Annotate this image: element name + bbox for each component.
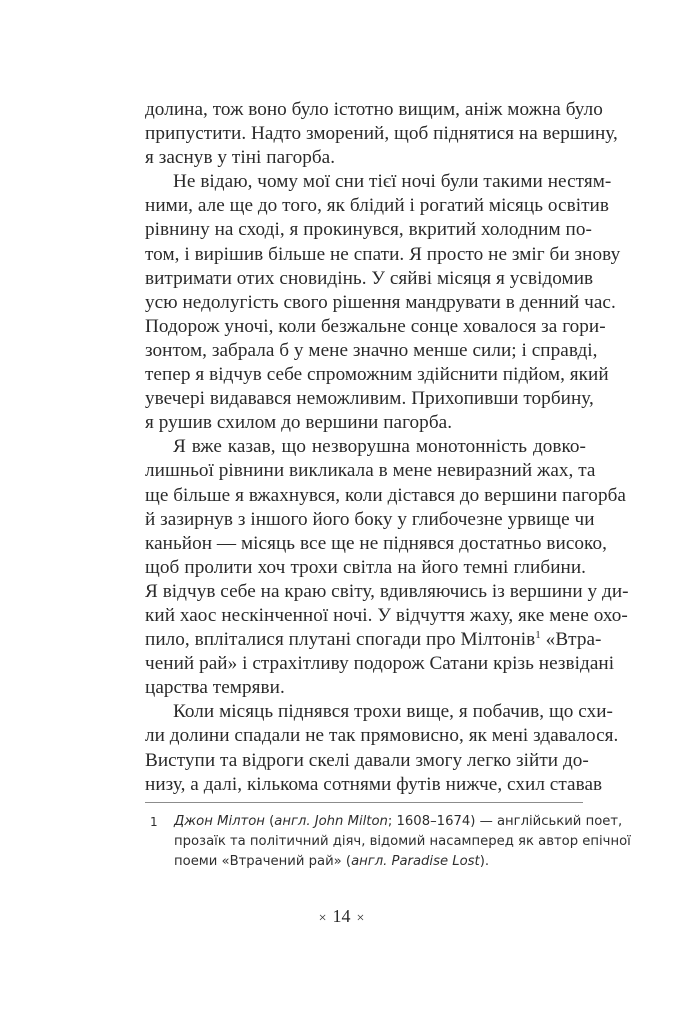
text-line: тепер я відчув себе спроможним здійснити підйом, який xyxy=(145,364,609,386)
footnote-reference[interactable]: 1 xyxy=(535,629,541,642)
text-line: рівнину на сході, я прокинувся, вкритий холодним по- xyxy=(145,219,592,241)
page-number: 14 xyxy=(332,906,351,926)
text-line: ще більше я вжахнувся, коли дістався до вершини пагорба xyxy=(145,484,626,506)
text-line: чений рай» і страхітливу подорож Сатани крізь незвідані xyxy=(145,653,615,675)
text-line: царства темряви. xyxy=(145,677,285,699)
text-line: й зазирнув з іншого його боку у глибочезне урвище чи xyxy=(145,508,595,530)
text-line: увечері видавався неможливим. Прихопивши торбину, xyxy=(145,388,594,410)
footnote-line xyxy=(174,852,583,872)
text-line: зонтом, забрала б у мене значно менше сили; і справді, xyxy=(145,339,598,361)
footnote-divider xyxy=(145,802,583,803)
footnote-number: 1 xyxy=(150,815,158,829)
text-line: щоб пролити хоч трохи світла на його темні глибини. xyxy=(145,556,586,578)
footnote-name: Джон Мілтон xyxy=(174,814,265,829)
footnote-title: англ. Paradise Lost xyxy=(351,854,480,869)
footnote-lang: англ. John Milton xyxy=(274,814,388,829)
footnote xyxy=(145,812,631,872)
text-line: низу, а далі, кількома сотнями футів нижче, схил ставав xyxy=(145,773,603,795)
text-line: кий хаос нескінченної ночі. У відчуття жаху, яке мене охо- xyxy=(145,604,628,626)
text-line: я заснув у тіні пагорба. xyxy=(145,147,336,169)
text-line: лишньої рівнини викликала в мене невиразний жах, та xyxy=(145,460,596,482)
text-line: Коли місяць піднявся трохи вище, я побачив, що схи- xyxy=(173,701,613,723)
text-fragment: ; 1608–1674) — англійський поет, xyxy=(387,814,623,829)
text-line: ними, але ще до того, як блідий і рогатий місяць освітив xyxy=(145,195,609,217)
text-line: Подорож уночі, коли безжальне сонце ховалося за гори- xyxy=(145,315,606,337)
text-line: Не відаю, чому мої сни тієї ночі були такими нестям- xyxy=(173,171,612,193)
text-line: Виступи та відроги скелі давали змогу легко зійти до- xyxy=(145,749,589,771)
footnote-line: прозаїк та політичний діяч, відомий насамперед як автор епічної xyxy=(174,834,631,849)
text-line: ли долини спадали не так прямовисно, як мені здавалося. xyxy=(145,725,619,747)
text-line: Я відчув себе на краю світу, вдивляючись із вершини у ди- xyxy=(145,580,629,602)
ornament-icon: × xyxy=(318,911,327,926)
text-line-with-footnote xyxy=(145,628,602,652)
text-fragment: ( xyxy=(264,814,275,829)
text-line: каньйон — місяць все ще не піднявся достатньо високо, xyxy=(145,532,607,554)
page-number-footer xyxy=(0,906,683,927)
text-fragment: «Втра- xyxy=(545,629,602,651)
text-line: витримати отих сновидінь. У сяйві місяця я усвідомив xyxy=(145,267,594,289)
main-text xyxy=(145,98,629,797)
text-line: долина, тож воно було істотно вищим, аніж можна було xyxy=(145,99,603,120)
text-fragment: ). xyxy=(479,854,490,869)
text-line: припустити. Надто зморений, щоб піднятися на вершину, xyxy=(145,123,618,145)
ornament-icon: × xyxy=(356,911,365,926)
text-line: усю недолугість свого рішення мандрувати в денний час. xyxy=(145,291,616,313)
footnote-line xyxy=(174,812,623,832)
text-line: Я вже казав, що незворушна монотонність довко- xyxy=(173,436,586,458)
text-fragment: поеми «Втрачений рай» ( xyxy=(174,854,352,869)
footnote-body xyxy=(174,812,631,872)
text-line: я рушив схилом до вершини пагорба. xyxy=(145,412,453,434)
text-line: том, і вирішив більше не спати. Я просто не зміг би знову xyxy=(145,243,621,265)
text-fragment: пило, впліталися плутані спогади про Мілтонів xyxy=(145,629,536,651)
